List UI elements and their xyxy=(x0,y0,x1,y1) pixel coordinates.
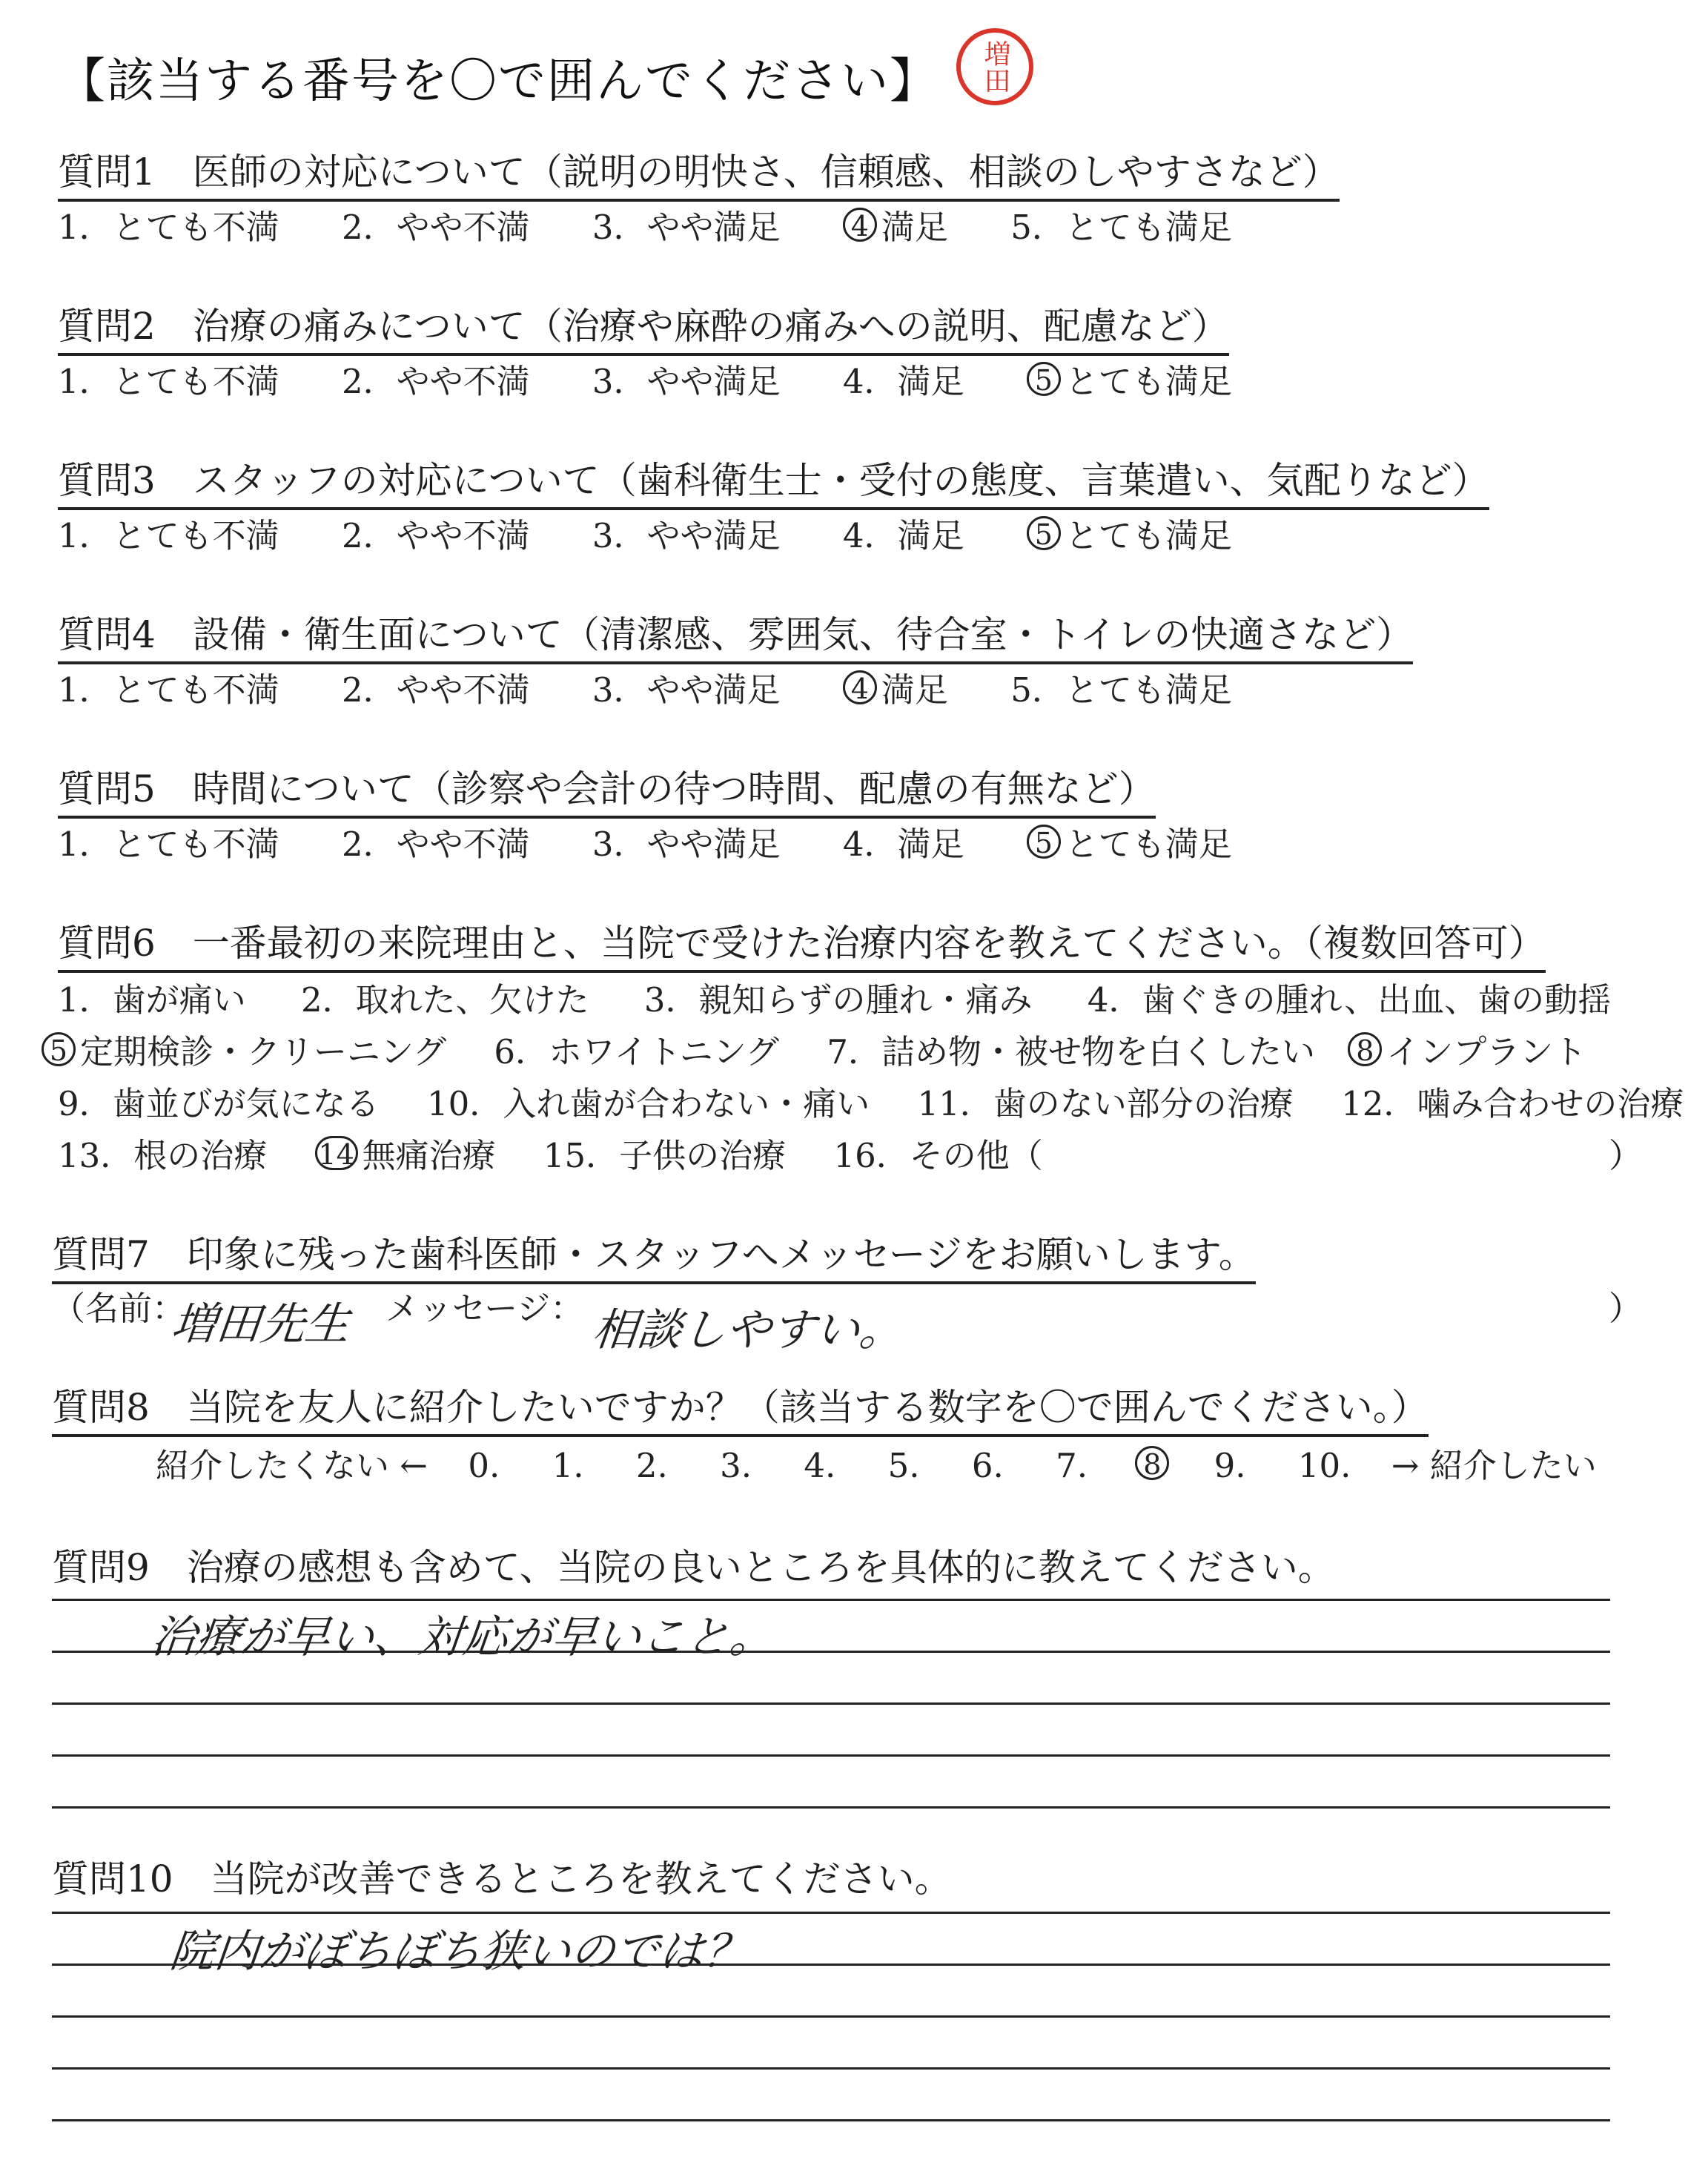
q6-option-10[interactable]: 10．入れ歯が合わない・痛い xyxy=(426,1084,870,1123)
circled-number: 4 xyxy=(843,208,877,242)
q8-score-2[interactable]: 2. xyxy=(635,1446,668,1485)
answer-line xyxy=(52,1964,1610,1966)
q8-left-label: 紹介したくない ← xyxy=(156,1446,428,1485)
option-label: 定期検診・クリーニング xyxy=(80,1032,447,1071)
question-10: 質問10 当院が改善できるところを教えてください。 xyxy=(52,1857,952,1900)
q6-option-5-selected[interactable] xyxy=(42,1025,446,1073)
q2-option-2[interactable]: 2．やや不満 xyxy=(341,362,530,401)
q4-option-5[interactable]: 5．とても満足 xyxy=(1010,670,1232,710)
q4-option-2[interactable]: 2．やや不満 xyxy=(341,670,530,710)
q6-row-2 xyxy=(42,1025,1586,1073)
question-6: 質問6 一番最初の来院理由と、当院で受けた治療内容を教えてください。（複数回答可） xyxy=(58,914,1546,973)
answer-line xyxy=(52,2015,1610,2018)
answer-line xyxy=(52,2067,1610,2070)
q6-option-16[interactable]: 16．その他（ xyxy=(833,1136,1043,1175)
q7-message-label: メッセージ： xyxy=(385,1289,584,1328)
q6-option-3[interactable]: 3．親知らずの腫れ・痛み xyxy=(643,980,1033,1020)
q7-name-label: （名前： xyxy=(52,1289,186,1328)
q1-option-1[interactable]: 1．とても不満 xyxy=(58,208,279,247)
q8-score-4[interactable]: 4. xyxy=(804,1446,836,1485)
option-label: とても満足 xyxy=(1065,516,1232,555)
q6-option-6[interactable]: 6．ホワイトニング xyxy=(494,1032,780,1071)
q5-option-3[interactable]: 3．やや満足 xyxy=(592,825,781,864)
question-2: 質問2 治療の痛みについて（治療や麻酔の痛みへの説明、配慮など） xyxy=(58,297,1229,356)
question-4: 質問4 設備・衛生面について（清潔感、雰囲気、待合室・トイレの快適さなど） xyxy=(58,605,1413,664)
question-3: 質問3 スタッフの対応について（歯科衛生士・受付の態度、言葉遣い、気配りなど） xyxy=(58,451,1489,510)
q2-option-3[interactable]: 3．やや満足 xyxy=(592,362,781,401)
q3-option-4[interactable]: 4．満足 xyxy=(842,516,964,555)
q3-option-5-selected[interactable] xyxy=(1027,509,1232,557)
q8-score-6[interactable]: 6. xyxy=(971,1446,1004,1485)
q8-scale xyxy=(156,1439,1597,1487)
q6-row-1 xyxy=(58,973,1611,1021)
q6-option-12[interactable]: 12．噛み合わせの治療 xyxy=(1341,1084,1684,1123)
circled-number: 5 xyxy=(42,1032,76,1066)
q1-options xyxy=(58,200,1284,248)
question-8: 質問8 当院を友人に紹介したいですか？（該当する数字を〇で囲んでください。） xyxy=(52,1378,1429,1437)
q6-option-14-selected[interactable] xyxy=(315,1129,496,1177)
q7-close-paren: ） xyxy=(1609,1289,1643,1328)
question-9: 質問9 治療の感想も含めて、当院の良いところを具体的に教えてください。 xyxy=(52,1546,1335,1589)
q8-score-7[interactable]: 7. xyxy=(1056,1446,1088,1485)
circled-number: 8 xyxy=(1348,1032,1382,1066)
answer-line xyxy=(52,1702,1610,1705)
q7-message-handwritten[interactable]: 相談しやすい。 xyxy=(589,1304,907,1356)
option-label: 満足 xyxy=(881,208,948,247)
q1-option-4-selected[interactable] xyxy=(843,200,948,248)
circled-number: 5 xyxy=(1027,362,1061,396)
q6-row-3 xyxy=(58,1077,1684,1125)
q8-score-5[interactable]: 5. xyxy=(887,1446,920,1485)
circled-number: 8 xyxy=(1135,1446,1169,1480)
circled-number: 5 xyxy=(1027,825,1061,859)
q1-option-5[interactable]: 5．とても満足 xyxy=(1010,208,1232,247)
q9-answer-handwritten[interactable]: 治療が早い、対応が早いこと。 xyxy=(148,1611,778,1663)
option-label: 無痛治療 xyxy=(362,1136,496,1175)
q2-option-1[interactable]: 1．とても不満 xyxy=(58,362,279,401)
answer-line xyxy=(52,1599,1610,1601)
q2-option-4[interactable]: 4．満足 xyxy=(842,362,964,401)
q8-score-10[interactable]: 10. xyxy=(1297,1446,1351,1485)
circled-number: 14 xyxy=(315,1136,358,1170)
question-7: 質問7 印象に残った歯科医師・スタッフへメッセージをお願いします。 xyxy=(52,1225,1256,1284)
q5-options xyxy=(58,817,1284,865)
q6-row-4 xyxy=(58,1129,1043,1177)
q6-option-8-selected[interactable] xyxy=(1348,1025,1586,1073)
q8-score-8-selected[interactable] xyxy=(1135,1446,1174,1485)
answer-line xyxy=(52,1912,1610,1914)
question-5: 質問5 時間について（診察や会計の待つ時間、配慮の有無など） xyxy=(58,759,1156,819)
q8-score-1[interactable]: 1. xyxy=(552,1446,584,1485)
q1-option-2[interactable]: 2．やや不満 xyxy=(341,208,530,247)
q6-option-13[interactable]: 13．根の治療 xyxy=(58,1136,268,1175)
q6-option-7[interactable]: 7．詰め物・被せ物を白くしたい xyxy=(827,1032,1315,1071)
page-title: 【該当する番号を〇で囲んでください】 xyxy=(58,54,939,109)
q8-score-3[interactable]: 3. xyxy=(720,1446,752,1485)
option-label: とても満足 xyxy=(1065,362,1232,401)
q5-option-2[interactable]: 2．やや不満 xyxy=(341,825,530,864)
q4-options xyxy=(58,663,1284,711)
q4-option-4-selected[interactable] xyxy=(843,663,948,711)
option-label: とても満足 xyxy=(1065,825,1232,864)
q6-option-1[interactable]: 1．歯が痛い xyxy=(58,980,246,1020)
q6-option-15[interactable]: 15．子供の治療 xyxy=(543,1136,787,1175)
q3-option-1[interactable]: 1．とても不満 xyxy=(58,516,279,555)
q4-option-3[interactable]: 3．やや満足 xyxy=(592,670,781,710)
seal-text: 増田 xyxy=(980,40,1010,93)
q6-option-9[interactable]: 9．歯並びが気になる xyxy=(58,1084,380,1123)
q1-option-3[interactable]: 3．やや満足 xyxy=(592,208,781,247)
answer-line xyxy=(52,1806,1610,1809)
q6-option-11[interactable]: 11．歯のない部分の治療 xyxy=(917,1084,1294,1123)
option-label: インプラント xyxy=(1386,1032,1587,1071)
answer-line xyxy=(52,1754,1610,1757)
q5-option-4[interactable]: 4．満足 xyxy=(842,825,964,864)
option-label: 満足 xyxy=(881,670,948,710)
q7-name-handwritten[interactable]: 増田先生 xyxy=(168,1298,353,1350)
q5-option-5-selected[interactable] xyxy=(1027,817,1232,865)
q4-option-1[interactable]: 1．とても不満 xyxy=(58,670,279,710)
q6-option-2[interactable]: 2．取れた、欠けた xyxy=(300,980,589,1020)
q8-score-0[interactable]: 0. xyxy=(468,1446,500,1485)
question-1: 質問1 医師の対応について（説明の明快さ、信頼感、相談のしやすさなど） xyxy=(58,142,1340,202)
q8-score-9[interactable]: 9. xyxy=(1214,1446,1246,1485)
q2-options xyxy=(58,354,1284,403)
q8-right-label: → 紹介したい xyxy=(1391,1446,1597,1485)
circled-number: 4 xyxy=(843,670,877,704)
q6-option-4[interactable]: 4．歯ぐきの腫れ、出血、歯の動揺 xyxy=(1087,980,1612,1020)
answer-line xyxy=(52,1651,1610,1653)
answer-line xyxy=(52,2119,1610,2121)
q2-option-5-selected[interactable] xyxy=(1027,354,1232,403)
q6-other-close-paren: ） xyxy=(1609,1136,1643,1175)
q5-option-1[interactable]: 1．とても不満 xyxy=(58,825,279,864)
circled-number: 5 xyxy=(1027,516,1061,550)
q3-option-2[interactable]: 2．やや不満 xyxy=(341,516,530,555)
q3-option-3[interactable]: 3．やや満足 xyxy=(592,516,781,555)
name-seal-stamp xyxy=(956,28,1033,105)
q10-answer-handwritten[interactable]: 院内がぼちぼち狭いのでは？ xyxy=(167,1926,752,1978)
q3-options xyxy=(58,509,1284,557)
